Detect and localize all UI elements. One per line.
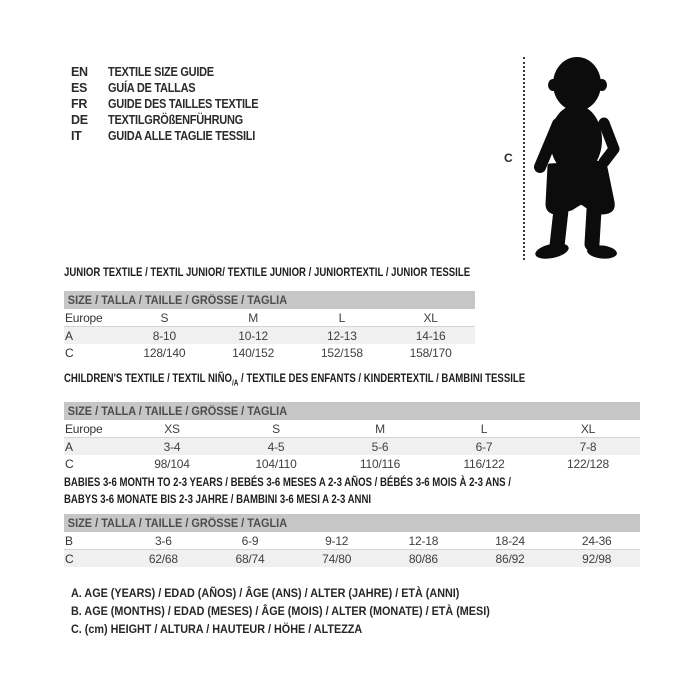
row-label: A [65,439,73,454]
cell: 158/170 [409,345,452,360]
height-measure-label: C [504,151,513,165]
cell: M [248,310,259,325]
toddler-silhouette-icon [528,54,643,262]
height-measure-dotted-line [523,57,525,260]
cell: M [375,421,385,436]
note-c [71,620,536,638]
cell: 4-5 [267,439,285,454]
table-row [64,438,640,455]
babies-textile-section [64,474,640,567]
table-row [64,309,475,327]
cell: 12-18 [408,533,439,548]
cell: 92/98 [582,551,612,566]
note-a [71,584,536,602]
lang-row-en [71,64,279,80]
lang-row-it [71,128,279,144]
cell: S [160,310,169,325]
cell: XL [580,421,596,436]
size-header-bar [64,402,640,420]
cell: 12-13 [327,328,357,343]
lang-row-fr [71,96,279,112]
cell: 74/80 [322,551,352,566]
cell: 116/122 [463,456,505,471]
cell: 110/116 [359,456,401,471]
note-text: A. AGE (YEARS) / EDAD (AÑOS) / ÂGE (ANS) / ALTER (JAHRE) / ETÀ (ANNI) [71,586,460,600]
babies-table-title [64,474,511,508]
cell: 9-12 [325,533,349,548]
title-text: CHILDREN'S TEXTILE / TEXTIL NIÑO [64,371,232,385]
language-guide-list [71,64,279,144]
cell: 128/140 [143,345,186,360]
cell: 86/92 [495,551,525,566]
lang-code: ES [71,81,88,95]
lang-label: GUÍA DE TALLAS [108,81,196,95]
table-row [64,420,640,438]
cell: XS [164,421,180,436]
cell: 18-24 [495,533,525,548]
title-line-1: BABIES 3-6 MONTH TO 2-3 YEARS / BEBÉS 3-6 MESES A 2-3 AÑOS / BÉBÉS 3-6 MOIS À 2-3 ANS / [64,475,511,489]
row-label: Europe [65,421,103,436]
lang-code: FR [71,97,88,111]
cell: 140/152 [232,345,275,360]
row-label: B [65,533,73,548]
table-row [64,344,475,361]
table-row [64,455,640,472]
cell: 8-10 [152,328,176,343]
children-textile-section [64,371,640,472]
title-text: / TEXTILE DES ENFANTS / KINDERTEXTIL / BAMBINI TESSILE [238,371,526,385]
cell: 122/128 [567,456,609,471]
lang-code: DE [71,113,88,127]
row-label: C [65,551,74,566]
lang-label: GUIDA ALLE TAGLIE TESSILI [108,129,256,143]
lang-row-es [71,80,279,96]
cell: 3-4 [163,439,181,454]
cell: S [272,421,280,436]
title-sub-text: /A [231,378,239,388]
lang-code: EN [71,65,88,79]
cell: 5-6 [371,439,389,454]
lang-label: GUIDE DES TAILLES TEXTILE [108,97,259,111]
cell: 7-8 [579,439,597,454]
row-label: Europe [65,310,103,325]
cell: 14-16 [415,328,446,343]
cell: 68/74 [235,551,265,566]
lang-code: IT [71,129,82,143]
cell: XL [423,310,438,325]
lang-label: TEXTILE SIZE GUIDE [108,65,214,79]
note-text: C. (cm) HEIGHT / ALTURA / HAUTEUR / HÖHE / ALTEZZA [71,622,363,636]
lang-row-de [71,112,279,128]
children-table-title [64,371,525,390]
cell: 6-7 [475,439,493,454]
size-header-text: SIZE / TALLA / TAILLE / GRÖSSE / TAGLIA [67,406,288,419]
row-label: A [65,328,73,343]
cell: L [480,421,488,436]
title-line-2: BABYS 3-6 MONATE BIS 2-3 JAHRE / BAMBINI 3-6 MESI A 2-3 ANNI [64,492,372,506]
junior-textile-section [64,265,475,361]
cell: 10-12 [238,328,268,343]
cell: 24-36 [581,533,612,548]
note-b [71,602,536,620]
cell: 98/104 [154,456,190,471]
row-label: C [65,345,74,360]
lang-label: TEXTILGRÖßENFÜHRUNG [108,113,243,127]
cell: 3-6 [154,533,172,548]
table-row [64,532,640,550]
cell: 152/158 [320,345,363,360]
table-row [64,327,475,344]
table-row [64,550,640,567]
size-header-bar [64,514,640,532]
junior-table-title: JUNIOR TEXTILE / TEXTIL JUNIOR/ TEXTILE JUNIOR / JUNIORTEXTIL / JUNIOR TESSILE [64,265,471,279]
note-text: B. AGE (MONTHS) / EDAD (MESES) / ÂGE (MOIS) / ALTER (MONATE) / ETÀ (MESI) [71,604,490,618]
cell: L [338,310,346,325]
size-header-text: SIZE / TALLA / TAILLE / GRÖSSE / TAGLIA [67,295,288,307]
cell: 62/68 [148,551,178,566]
size-header-bar [64,291,475,309]
cell: 80/86 [408,551,438,566]
cell: 104/110 [255,456,297,471]
size-header-text: SIZE / TALLA / TAILLE / GRÖSSE / TAGLIA [67,518,288,530]
cell: 6-9 [241,533,259,548]
measurement-notes [71,584,536,638]
row-label: C [65,456,74,471]
